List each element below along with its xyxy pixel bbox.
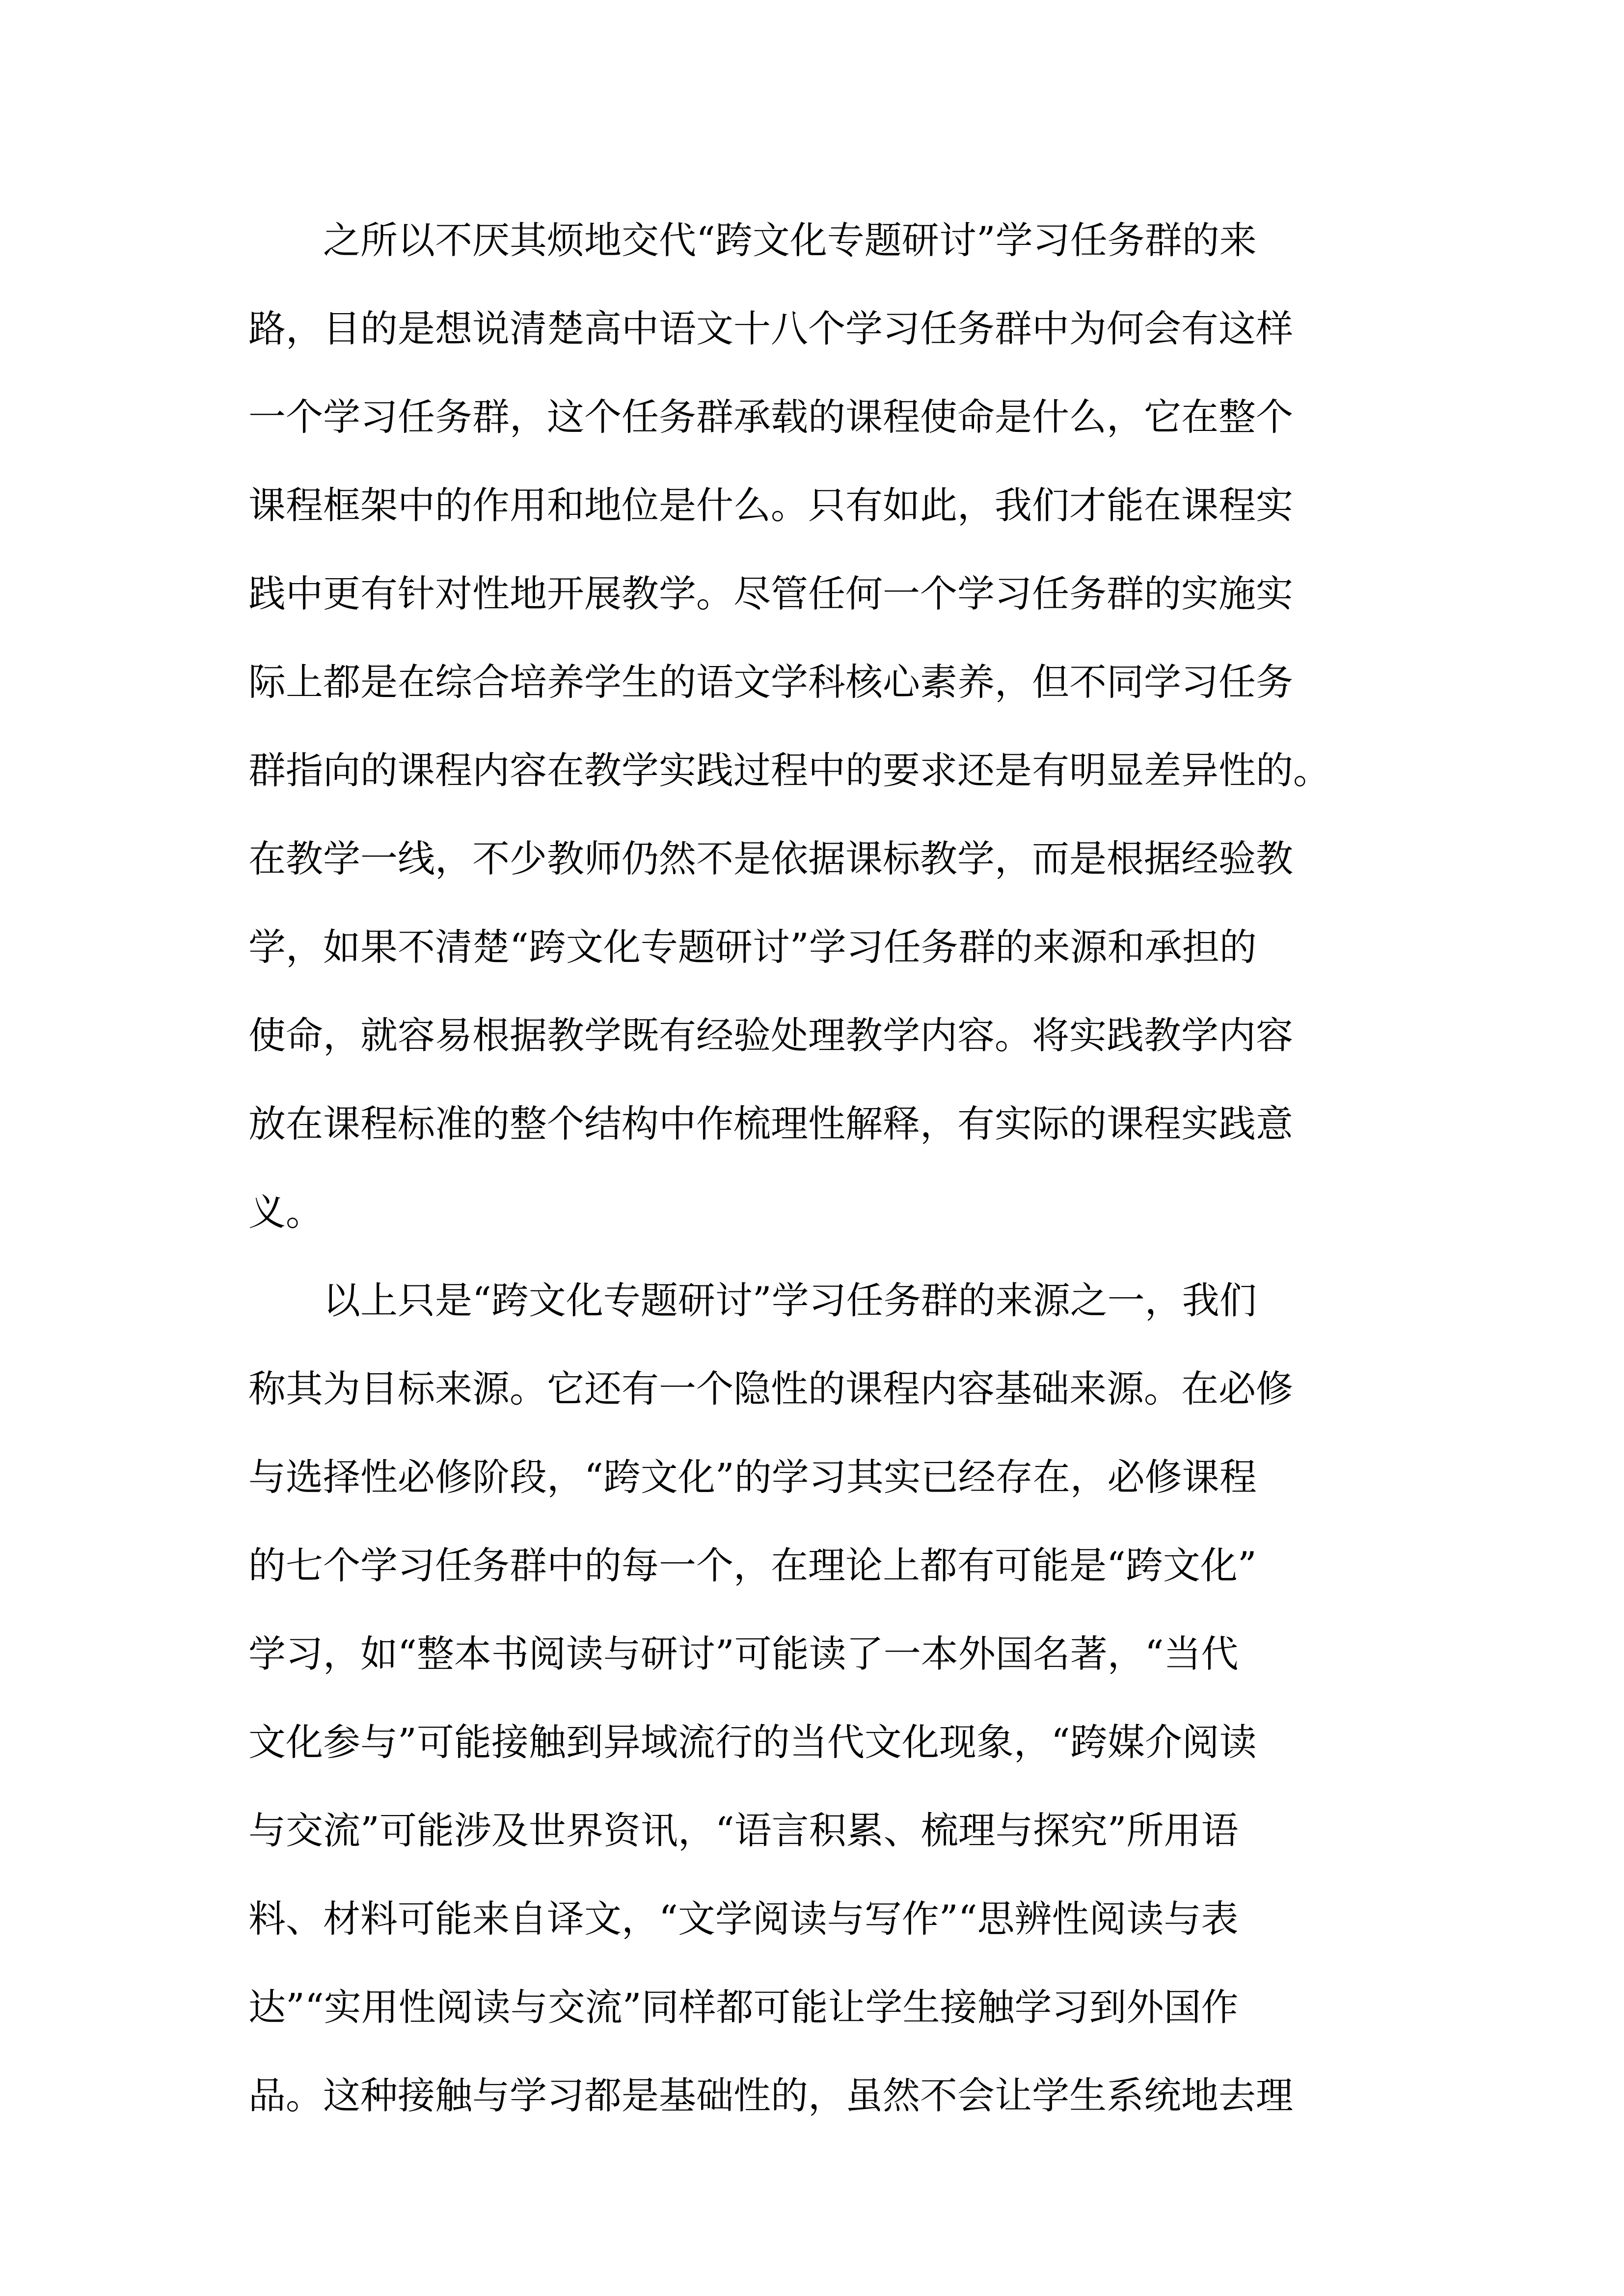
body-text: [248, 219, 1407, 2163]
paragraph-2-line-3: 与选择性必修阶段，“跨文化”的学习其实已经存在，必修课程: [248, 1455, 1257, 1499]
paragraph-1-line-10: 使命，就容易根据教学既有经验处理教学内容。将实践教学内容: [248, 1014, 1293, 1057]
paragraph-2-line-9: 达”“实用性阅读与交流”同样都可能让学生接触学习到外国作: [248, 1985, 1239, 2029]
paragraph-1-line-9: 学，如果不清楚“跨文化专题研讨”学习任务群的来源和承担的: [248, 925, 1257, 969]
paragraph-1-line-1: 之所以不厌其烦地交代“跨文化专题研讨”学习任务群的来: [323, 218, 1257, 262]
paragraph-2-line-10: 品。这种接触与学习都是基础性的，虽然不会让学生系统地去理: [248, 2074, 1293, 2117]
paragraph-2-line-5: 学习，如“整本书阅读与研讨”可能读了一本外国名著，“当代: [248, 1632, 1239, 1676]
paragraph-2-line-2: 称其为目标来源。它还有一个隐性的课程内容基础来源。在必修: [248, 1367, 1293, 1411]
paragraph-2-line-1: 以上只是“跨文化专题研讨”学习任务群的来源之一，我们: [323, 1279, 1257, 1322]
paragraph-1-line-12: 义。: [248, 1190, 323, 1234]
paragraph-1-line-5: 践中更有针对性地开展教学。尽管任何一个学习任务群的实施实: [248, 572, 1293, 615]
paragraph-1-line-2: 路，目的是想说清楚高中语文十八个学习任务群中为何会有这样: [248, 307, 1293, 350]
paragraph-2-line-4: 的七个学习任务群中的每一个，在理论上都有可能是“跨文化”: [248, 1544, 1257, 1587]
paragraph-1-line-4: 课程框架中的作用和地位是什么。只有如此，我们才能在课程实: [248, 483, 1293, 527]
paragraph-1-line-6: 际上都是在综合培养学生的语文学科核心素养，但不同学习任务: [248, 660, 1293, 704]
paragraph-1-line-7: 群指向的课程内容在教学实践过程中的要求还是有明显差异性的。: [248, 748, 1330, 792]
paragraph-2-line-8: 料、材料可能来自译文，“文学阅读与写作”“思辨性阅读与表: [248, 1897, 1239, 1941]
paragraph-1-line-8: 在教学一线，不少教师仍然不是依据课标教学，而是根据经验教: [248, 837, 1293, 881]
paragraph-2-line-7: 与交流”可能涉及世界资讯，“语言积累、梳理与探究”所用语: [248, 1809, 1239, 1852]
paragraph-1-line-11: 放在课程标准的整个结构中作梳理性解释，有实际的课程实践意: [248, 1102, 1293, 1146]
paragraph-2-line-6: 文化参与”可能接触到异域流行的当代文化现象，“跨媒介阅读: [248, 1720, 1257, 1764]
paragraph-1-line-3: 一个学习任务群，这个任务群承载的课程使命是什么，它在整个: [248, 395, 1293, 439]
